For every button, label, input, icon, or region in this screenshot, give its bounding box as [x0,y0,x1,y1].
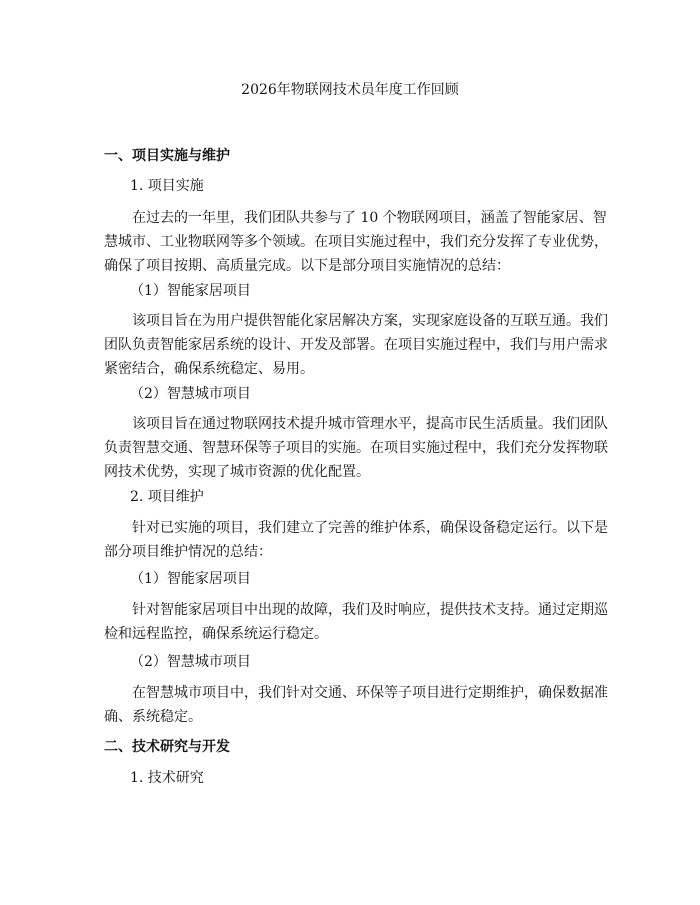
paragraph-implementation-intro [104,206,608,278]
subsection-heading-maintenance: 2. 项目维护 [130,489,204,505]
paragraph-line: 慧城市、工业物联网等多个领域。在项目实施过程中，我们充分发挥了专业优势， [104,234,608,250]
paragraph-line: 针对智能家居项目中出现的故障，我们及时响应，提供技术支持。通过定期巡 [132,602,608,618]
paragraph-smart-home [104,309,608,381]
paragraph-smart-home-maintenance [104,598,608,646]
paragraph-line: 该项目旨在为用户提供智能化家居解决方案，实现家庭设备的互联互通。我们 [132,313,608,329]
paragraph-maintenance-intro [104,516,608,564]
item-heading-smart-city: （2）智慧城市项目 [130,386,251,402]
section-heading-2: 二、技术研究与开发 [104,739,230,755]
paragraph-line: 紧密结合，确保系统稳定、易用。 [104,361,314,377]
paragraph-line: 确、系统稳定。 [104,709,202,725]
item-heading-smart-home: （1）智能家居项目 [130,283,251,299]
paragraph-line: 团队负责智能家居系统的设计、开发及部署。在项目实施过程中，我们与用户需求 [104,337,608,353]
paragraph-line: 确保了项目按期、高质量完成。以下是部分项目实施情况的总结： [104,258,510,274]
item-heading-smart-city-maintenance: （2）智慧城市项目 [130,654,251,670]
paragraph-line: 在智慧城市项目中，我们针对交通、环保等子项目进行定期维护，确保数据准 [132,685,608,701]
paragraph-line: 检和远程监控，确保系统运行稳定。 [104,626,328,642]
item-heading-smart-home-maintenance: （1）智能家居项目 [130,571,251,587]
subsection-heading-research: 1. 技术研究 [130,770,204,786]
paragraph-line: 负责智慧交通、智慧环保等子项目的实施。在项目实施过程中，我们充分发挥物联 [104,440,608,456]
paragraph-line: 部分项目维护情况的总结： [104,544,272,560]
paragraph-line: 针对已实施的项目，我们建立了完善的维护体系，确保设备稳定运行。以下是 [132,520,608,536]
paragraph-line: 网技术优势，实现了城市资源的优化配置。 [104,464,370,480]
paragraph-line: 在过去的一年里，我们团队共参与了 10 个物联网项目，涵盖了智能家居、智 [132,210,607,226]
paragraph-line: 该项目旨在通过物联网技术提升城市管理水平，提高市民生活质量。我们团队 [132,416,608,432]
section-heading-1: 一、项目实施与维护 [104,148,230,164]
subsection-heading-implementation: 1. 项目实施 [130,178,204,194]
paragraph-smart-city-maintenance [104,681,608,729]
paragraph-smart-city [104,412,608,484]
document-title: 2026年物联网技术员年度工作回顾 [241,82,459,98]
